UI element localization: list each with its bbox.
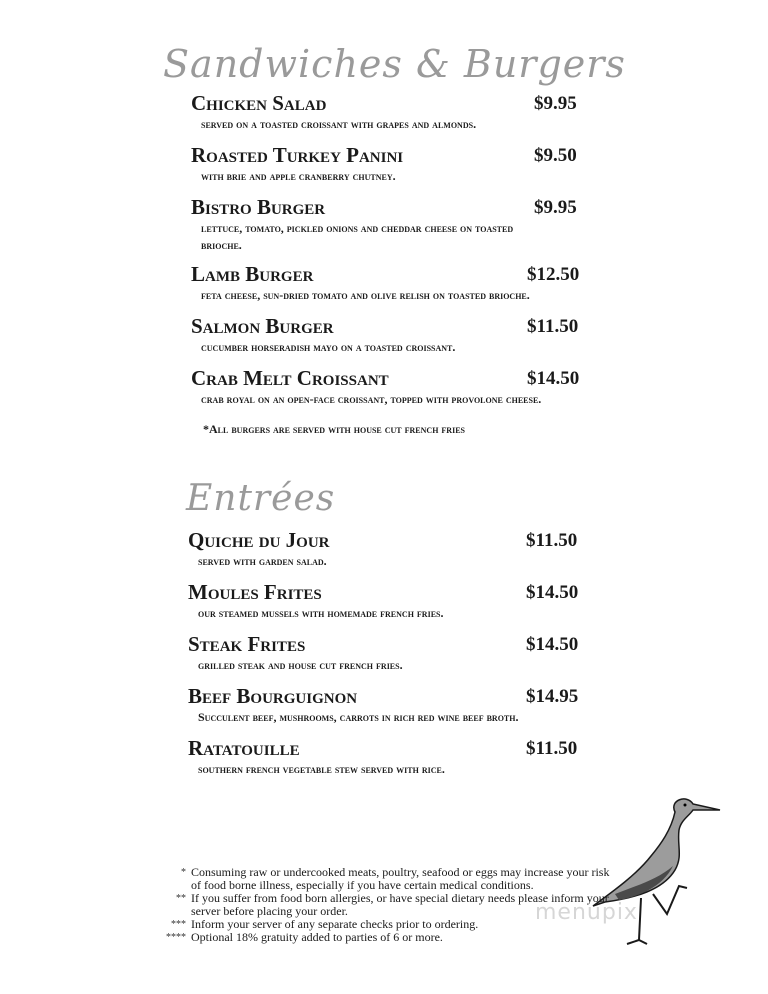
item-price: $11.50: [527, 316, 579, 337]
item-price: $12.50: [527, 264, 580, 285]
item-price: $14.50: [527, 368, 580, 389]
footnote-mark: **: [176, 893, 186, 904]
item-price: $14.50: [526, 634, 579, 655]
item-description: Succulent beef, mushrooms, carrots in rich red wine beef broth.: [198, 710, 519, 724]
burgers-note: *All burgers are served with house cut french fries: [203, 422, 465, 436]
footnote-text: If you suffer from food born allergies, or have special dietary needs please inform your server before placing your order.: [191, 891, 609, 918]
menu-item: [191, 143, 591, 185]
item-description: southern french vegetable stew served with rice.: [198, 762, 445, 776]
item-description: cucumber horseradish mayo on a toasted croissant.: [201, 340, 456, 354]
item-description: feta cheese, sun-dried tomato and olive relish on toasted brioche.: [201, 288, 530, 302]
item-price: $14.50: [526, 582, 579, 603]
item-price: $11.50: [526, 530, 578, 551]
item-description: served with garden salad.: [198, 554, 327, 568]
sandwiches-section-title: Sandwiches & Burgers: [163, 42, 626, 86]
item-name: Salmon Burger: [191, 314, 334, 338]
footnote-mark: *: [181, 867, 186, 878]
item-price: $14.95: [526, 686, 579, 707]
footnote: [150, 866, 611, 892]
item-price: $9.95: [534, 93, 577, 114]
item-name: Lamb Burger: [191, 262, 314, 286]
item-description: our steamed mussels with homemade french fries.: [198, 606, 444, 620]
footnote-text: Optional 18% gratuity added to parties of 6 or more.: [191, 930, 443, 944]
item-price: $11.50: [526, 738, 578, 759]
item-description: served on a toasted croissant with grapes and almonds.: [201, 117, 477, 131]
item-name: Roasted Turkey Panini: [191, 143, 404, 167]
menupix-watermark: menupix: [535, 900, 638, 925]
menu-item: [191, 195, 551, 254]
entrees-section-title: Entrées: [186, 478, 336, 519]
item-name: Quiche du Jour: [188, 528, 330, 552]
item-name: Chicken Salad: [191, 91, 327, 115]
item-price: $9.50: [534, 145, 577, 166]
footnote: [150, 931, 611, 944]
item-name: Steak Frites: [188, 632, 306, 656]
item-name: Moules Frites: [188, 580, 322, 604]
item-description: lettuce, tomato, pickled onions and cheddar cheese on toasted brioche.: [201, 221, 514, 252]
item-name: Bistro Burger: [191, 195, 326, 219]
footnote: [150, 892, 611, 918]
footnote-text: Consuming raw or undercooked meats, poultry, seafood or eggs may increase your risk of food borne illness, especially if you have certain medical conditions.: [191, 865, 610, 892]
footnote-mark: ****: [166, 932, 186, 943]
item-description: with brie and apple cranberry chutney.: [201, 169, 396, 183]
item-name: Crab Melt Croissant: [191, 366, 389, 390]
item-description: grilled steak and house cut french fries.: [198, 658, 403, 672]
footnote-mark: ***: [171, 919, 186, 930]
item-price: $9.95: [534, 197, 577, 218]
footnote-text: Inform your server of any separate checks prior to ordering.: [191, 917, 479, 931]
item-description: crab royal on an open-face croissant, topped with provolone cheese.: [201, 392, 542, 406]
item-name: Beef Bourguignon: [188, 684, 358, 708]
footnotes: [150, 866, 611, 944]
menu-item: [191, 91, 591, 133]
item-name: Ratatouille: [188, 736, 300, 760]
